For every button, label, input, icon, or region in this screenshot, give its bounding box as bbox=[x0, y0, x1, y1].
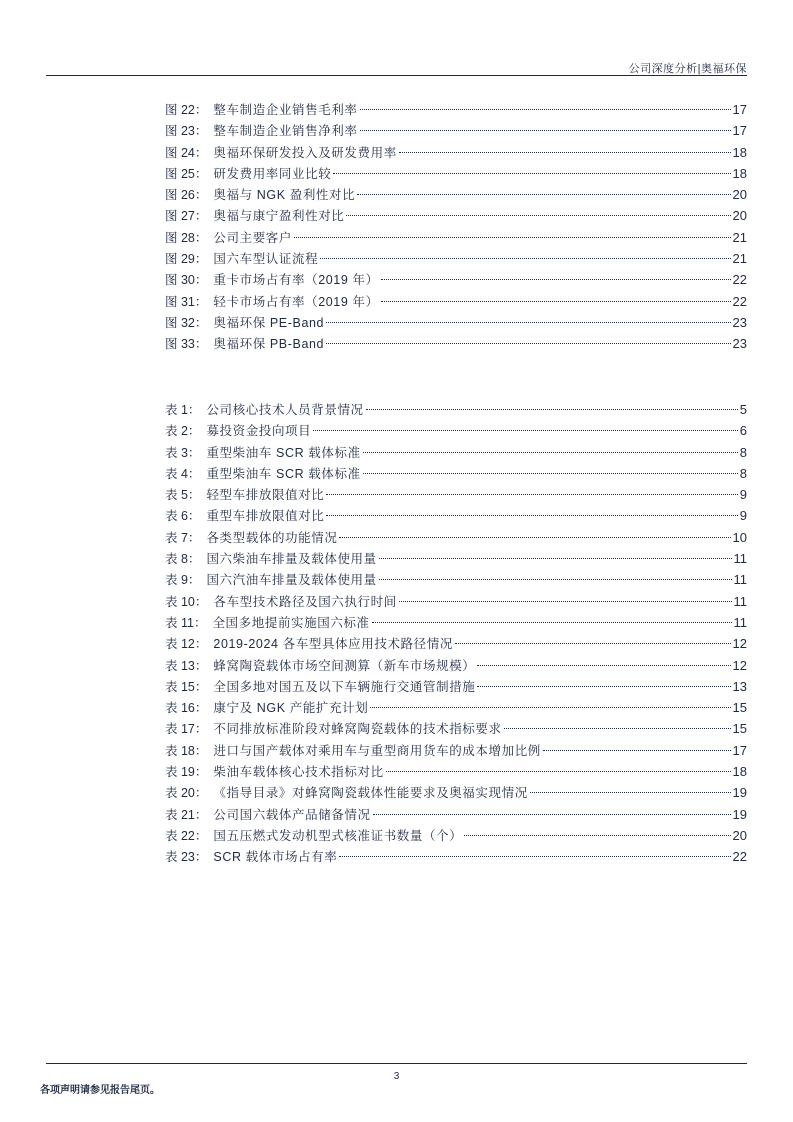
table-entry[interactable] bbox=[165, 399, 747, 420]
toc-entry-title: 轻卡市场占有率（2019 年） bbox=[213, 294, 379, 309]
toc-entry-label: 表 2： bbox=[165, 424, 201, 439]
dot-leader bbox=[381, 301, 731, 302]
toc-entry-label: 表 16： bbox=[165, 701, 208, 716]
dot-leader bbox=[370, 707, 730, 708]
toc-entry-label: 表 12： bbox=[165, 637, 208, 652]
toc-entry-title: 康宁及 NGK 产能扩充计划 bbox=[213, 701, 369, 716]
table-entry[interactable] bbox=[165, 591, 747, 612]
toc-entry-page: 11 bbox=[733, 593, 747, 609]
toc-entry-title: 奥福环保研发投入及研发费用率 bbox=[213, 145, 397, 160]
toc-entry-page: 15 bbox=[732, 700, 747, 716]
toc-entry-page: 23 bbox=[732, 314, 747, 330]
toc-entry-page: 18 bbox=[732, 165, 747, 181]
figure-entry[interactable] bbox=[165, 205, 747, 226]
toc-entry-title: 奥福与 NGK 盈利性对比 bbox=[213, 188, 356, 203]
toc-entry-label: 表 7： bbox=[165, 530, 201, 545]
figure-entry[interactable] bbox=[165, 142, 747, 163]
toc-entry-label: 图 23： bbox=[165, 124, 208, 139]
figure-entry[interactable] bbox=[165, 184, 747, 205]
toc-entry-label: 图 24： bbox=[165, 145, 208, 160]
figure-entry[interactable] bbox=[165, 99, 747, 120]
toc-entry-page: 22 bbox=[732, 849, 747, 865]
dot-leader bbox=[366, 409, 738, 410]
toc-entry-label: 表 21： bbox=[165, 807, 208, 822]
toc-entry-title: 全国多地对国五及以下车辆施行交通管制措施 bbox=[213, 679, 476, 694]
toc-entry-label: 表 22： bbox=[165, 828, 208, 843]
disclaimer-note: 各项声明请参见报告尾页。 bbox=[40, 1085, 160, 1096]
toc-entry-title: 柴油车载体核心技术指标对比 bbox=[213, 765, 384, 780]
dot-leader bbox=[530, 792, 731, 793]
dot-leader bbox=[326, 343, 730, 344]
toc-entry-title: SCR 载体市场占有率 bbox=[213, 850, 338, 865]
dot-leader bbox=[363, 473, 738, 474]
dot-leader bbox=[313, 430, 738, 431]
toc-entry-label: 图 30： bbox=[165, 273, 208, 288]
toc-entry-page: 22 bbox=[732, 293, 747, 309]
figure-entry[interactable] bbox=[165, 312, 747, 333]
figure-entry[interactable] bbox=[165, 248, 747, 269]
toc-entry-title: 各类型载体的功能情况 bbox=[206, 530, 338, 545]
figure-entry[interactable] bbox=[165, 120, 747, 141]
toc-entry-title: 轻型车排放限值对比 bbox=[206, 488, 325, 503]
toc-entry-page: 20 bbox=[732, 827, 747, 843]
toc-entry-label: 表 17： bbox=[165, 722, 208, 737]
dot-leader bbox=[357, 194, 730, 195]
table-entry[interactable] bbox=[165, 804, 747, 825]
toc-entry-title: 公司主要客户 bbox=[213, 230, 292, 245]
toc-entry-label: 图 25： bbox=[165, 166, 208, 181]
toc-entry-page: 12 bbox=[732, 636, 747, 652]
dot-leader bbox=[333, 173, 730, 174]
figure-entry[interactable] bbox=[165, 333, 747, 354]
dot-leader bbox=[543, 750, 731, 751]
toc-entry-label: 图 29： bbox=[165, 252, 208, 267]
toc-entry-title: 2019-2024 各车型具体应用技术路径情况 bbox=[213, 637, 453, 652]
toc-entry-page: 11 bbox=[733, 551, 747, 567]
toc-entry-label: 表 5： bbox=[165, 488, 201, 503]
toc-entry-page: 23 bbox=[732, 336, 747, 352]
toc-entry-label: 表 8： bbox=[165, 552, 201, 567]
toc-entry-page: 17 bbox=[732, 123, 747, 139]
figure-list bbox=[165, 99, 747, 355]
toc-entry-title: 国六柴油车排量及载体使用量 bbox=[206, 552, 377, 567]
toc-entry-title: 国六汽油车排量及载体使用量 bbox=[206, 573, 377, 588]
dot-leader bbox=[399, 601, 732, 602]
dot-leader bbox=[477, 686, 730, 687]
dot-leader bbox=[455, 643, 731, 644]
dot-leader bbox=[379, 558, 732, 559]
toc-entry-label: 表 20： bbox=[165, 786, 208, 801]
table-entry[interactable] bbox=[165, 782, 747, 803]
toc-entry-label: 图 22： bbox=[165, 103, 208, 117]
toc-entry-page: 11 bbox=[733, 572, 747, 588]
toc-entry-page: 13 bbox=[732, 678, 747, 694]
toc-entry-label: 表 10： bbox=[165, 594, 208, 609]
dot-leader bbox=[326, 494, 737, 495]
toc-entry-label: 表 11： bbox=[165, 615, 207, 630]
toc-entry-page: 5 bbox=[739, 402, 747, 417]
toc-entry-page: 9 bbox=[739, 487, 747, 503]
toc-entry-label: 图 28： bbox=[165, 230, 208, 245]
toc-entry-label: 表 1： bbox=[165, 403, 201, 417]
toc-entry-title: 研发费用率同业比较 bbox=[213, 166, 332, 181]
figure-entry[interactable] bbox=[165, 227, 747, 248]
table-entry[interactable] bbox=[165, 761, 747, 782]
toc-entry-page: 19 bbox=[732, 785, 747, 801]
toc-entry-title: 重型柴油车 SCR 载体标准 bbox=[206, 445, 361, 460]
toc-entry-page: 22 bbox=[732, 272, 747, 288]
toc-entry-title: 各车型技术路径及国六执行时间 bbox=[213, 594, 397, 609]
toc-entry-label: 表 18： bbox=[165, 743, 208, 758]
toc-entry-page: 8 bbox=[739, 444, 747, 460]
toc-entry-title: 全国多地提前实施国六标准 bbox=[212, 615, 370, 630]
dot-leader bbox=[360, 109, 731, 110]
toc-entry-label: 图 27： bbox=[165, 209, 208, 224]
toc-entry-page: 10 bbox=[732, 529, 747, 545]
figure-entry[interactable] bbox=[165, 291, 747, 312]
toc-entry-label: 表 13： bbox=[165, 658, 208, 673]
table-entry[interactable] bbox=[165, 442, 747, 463]
toc-entry-label: 表 19： bbox=[165, 765, 208, 780]
toc-entry-page: 21 bbox=[732, 229, 747, 245]
toc-entry-title: 进口与国产载体对乘用车与重型商用货车的成本增加比例 bbox=[213, 743, 541, 758]
toc-entry-title: 蜂窝陶瓷载体市场空间测算（新车市场规模） bbox=[213, 658, 476, 673]
toc-entry-title: 重卡市场占有率（2019 年） bbox=[213, 273, 379, 288]
toc-entry-title: 奥福环保 PE-Band bbox=[213, 315, 325, 330]
table-entry[interactable] bbox=[165, 718, 747, 739]
toc-entry-page: 9 bbox=[739, 508, 747, 524]
dot-leader bbox=[320, 258, 730, 259]
dot-leader bbox=[339, 537, 730, 538]
toc-entry-label: 表 9： bbox=[165, 573, 201, 588]
table-entry[interactable] bbox=[165, 420, 747, 441]
table-list bbox=[165, 399, 747, 868]
toc-entry-label: 表 23： bbox=[165, 850, 208, 865]
table-entry[interactable] bbox=[165, 527, 747, 548]
toc-entry-title: 整车制造企业销售净利率 bbox=[213, 124, 358, 139]
toc-entry-label: 表 4： bbox=[165, 466, 201, 481]
table-entry[interactable] bbox=[165, 697, 747, 718]
toc-entry-label: 表 6： bbox=[165, 509, 201, 524]
toc-entry-title: 公司核心技术人员背景情况 bbox=[206, 403, 364, 417]
toc-entry-page: 21 bbox=[732, 251, 747, 267]
toc-entry-label: 图 31： bbox=[165, 294, 208, 309]
table-entry[interactable] bbox=[165, 825, 747, 846]
toc-entry-page: 18 bbox=[732, 144, 747, 160]
toc-entry-title: 奥福环保 PB-Band bbox=[213, 337, 325, 352]
dot-leader bbox=[399, 152, 731, 153]
table-entry[interactable] bbox=[165, 846, 747, 867]
dot-leader bbox=[379, 579, 732, 580]
toc-entry-page: 18 bbox=[732, 764, 747, 780]
dot-leader bbox=[360, 130, 731, 131]
table-entry[interactable] bbox=[165, 548, 747, 569]
table-entry[interactable] bbox=[165, 740, 747, 761]
table-entry[interactable] bbox=[165, 484, 747, 505]
toc-entry-title: 《指导目录》对蜂窝陶瓷载体性能要求及奥福实现情况 bbox=[213, 786, 528, 801]
toc-entry-label: 表 15： bbox=[165, 679, 208, 694]
dot-leader bbox=[339, 856, 730, 857]
toc-entry-page: 20 bbox=[732, 208, 747, 224]
table-entry[interactable] bbox=[165, 612, 747, 633]
toc-entry-page: 8 bbox=[739, 465, 747, 481]
dot-leader bbox=[373, 814, 731, 815]
toc-entry-page: 6 bbox=[739, 423, 747, 439]
dot-leader bbox=[386, 771, 731, 772]
header-divider bbox=[46, 75, 747, 76]
dot-leader bbox=[326, 322, 730, 323]
figure-entry[interactable] bbox=[165, 269, 747, 290]
dot-leader bbox=[381, 279, 731, 280]
header-title: 公司深度分析|奥福环保 bbox=[628, 63, 747, 75]
dot-leader bbox=[346, 215, 730, 216]
toc-entry-title: 重型车排放限值对比 bbox=[206, 509, 325, 524]
toc-entry-title: 整车制造企业销售毛利率 bbox=[213, 103, 358, 117]
toc-entry-label: 表 3： bbox=[165, 445, 201, 460]
toc-entry-page: 12 bbox=[732, 657, 747, 673]
toc-entry-label: 图 32： bbox=[165, 315, 208, 330]
table-entry[interactable] bbox=[165, 463, 747, 484]
toc-entry-title: 重型柴油车 SCR 载体标准 bbox=[206, 466, 361, 481]
toc-entry-title: 公司国六载体产品储备情况 bbox=[213, 807, 371, 822]
table-entry[interactable] bbox=[165, 633, 747, 654]
dot-leader bbox=[372, 622, 732, 623]
dot-leader bbox=[294, 237, 731, 238]
toc-entry-title: 不同排放标准阶段对蜂窝陶瓷载体的技术指标要求 bbox=[213, 722, 502, 737]
toc-entry-page: 20 bbox=[732, 187, 747, 203]
table-entry[interactable] bbox=[165, 676, 747, 697]
toc-entry-page: 17 bbox=[732, 102, 747, 117]
toc-entry-label: 图 26： bbox=[165, 188, 208, 203]
dot-leader bbox=[464, 835, 730, 836]
page-number: 3 bbox=[393, 1071, 400, 1082]
toc-entry-label: 图 33： bbox=[165, 337, 208, 352]
table-entry[interactable] bbox=[165, 505, 747, 526]
toc-entry-title: 国五压燃式发动机型式核准证书数量（个） bbox=[213, 828, 463, 843]
toc-entry-title: 募投资金投向项目 bbox=[206, 424, 312, 439]
dot-leader bbox=[504, 728, 731, 729]
dot-leader bbox=[326, 515, 737, 516]
footer-divider bbox=[46, 1063, 747, 1064]
toc-entry-title: 奥福与康宁盈利性对比 bbox=[213, 209, 345, 224]
dot-leader bbox=[477, 665, 730, 666]
figure-entry[interactable] bbox=[165, 163, 747, 184]
dot-leader bbox=[363, 452, 738, 453]
table-entry[interactable] bbox=[165, 655, 747, 676]
table-entry[interactable] bbox=[165, 569, 747, 590]
toc-entry-title: 国六车型认证流程 bbox=[213, 252, 319, 267]
toc-entry-page: 11 bbox=[733, 614, 747, 630]
toc-entry-page: 15 bbox=[732, 721, 747, 737]
toc-entry-page: 19 bbox=[732, 806, 747, 822]
toc-entry-page: 17 bbox=[732, 742, 747, 758]
